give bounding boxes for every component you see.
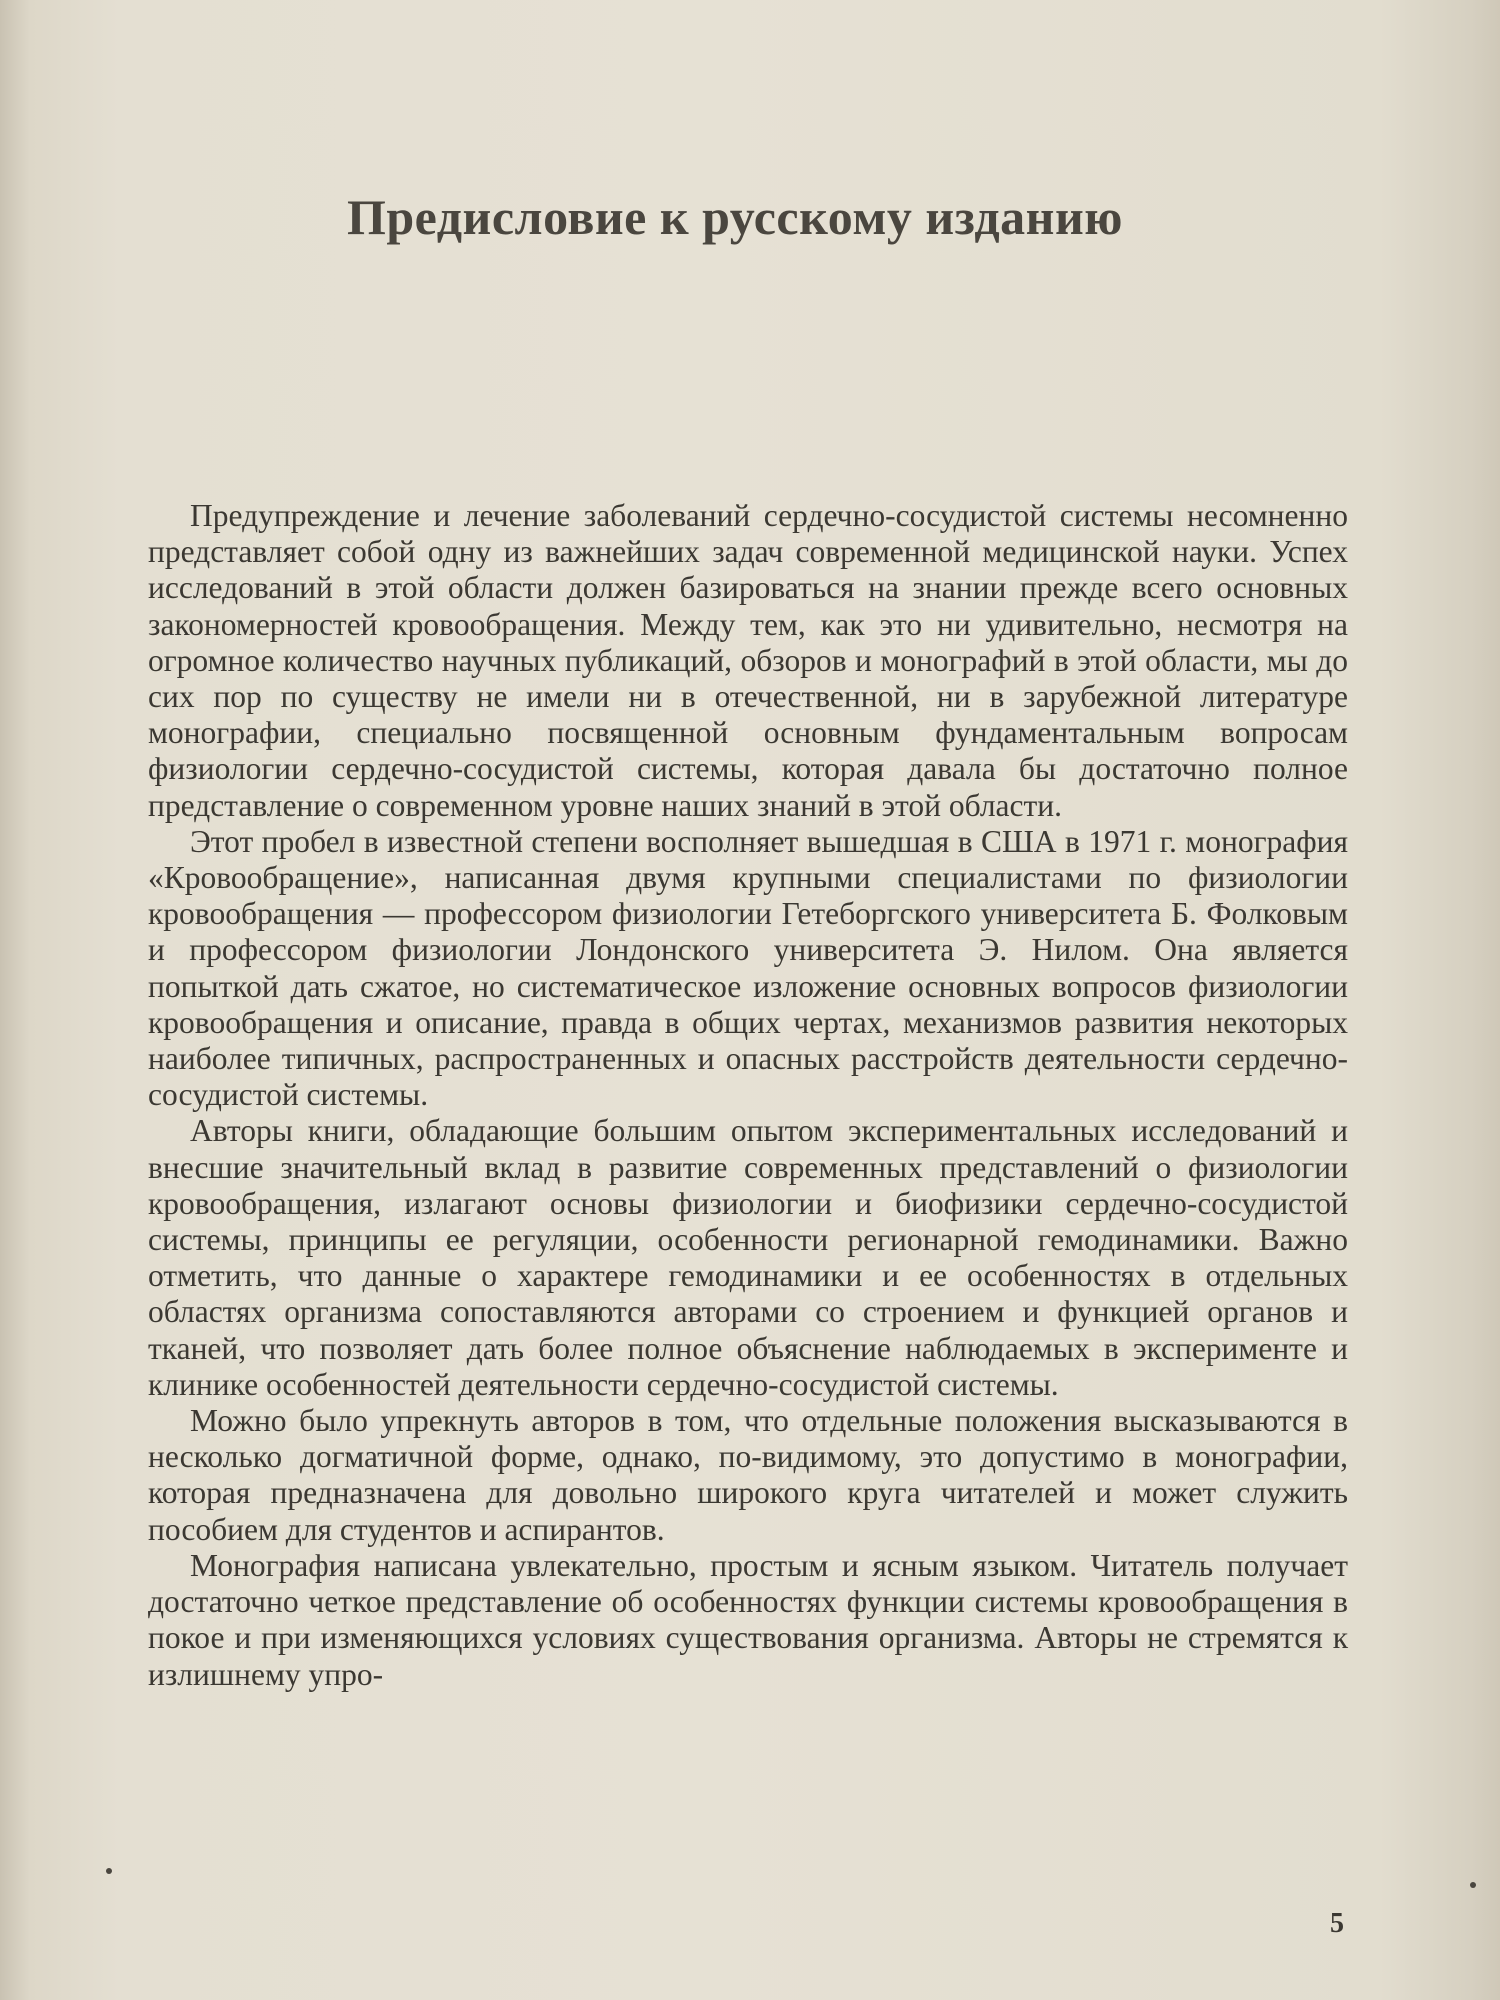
print-speck-right xyxy=(1470,1882,1476,1888)
page-title: Предисловие к русскому изданию xyxy=(346,189,1123,245)
print-speck-left xyxy=(106,1868,112,1874)
paragraph-1: Предупреждение и лечение заболеваний сердечно-сосудистой системы несомненно представляет собой одну из важнейших задач современной медицинской науки. Успех исследований в этой области должен базироваться на знании прежде всего основных закономерностей кровообращения. Между тем, как это ни удивительно, несмотря на огромное количество научных публикаций, обзоров и монографий в этой области, мы до сих пор по существу не имели ни в отечественной, ни в зарубежной литературе монографии, специально посвященной основным фундаментальным вопросам физиологии сердечно-сосудистой системы, которая давала бы достаточно полное представление о современном уровне наших знаний в этой области. xyxy=(148,498,1348,823)
page-number: 5 xyxy=(1330,1908,1344,1939)
paragraph-3: Авторы книги, обладающие большим опытом экспериментальных исследований и внесшие значительный вклад в развитие современных представлений о физиологии кровообращения, излагают основы физиологии и биофизики сердечно-сосудистой системы, принципы ее регуляции, особенности регионарной гемодинамики. Важно отметить, что данные о характере гемодинамики и ее особенностях в отдельных областях организма сопоставляются авторами со строением и функцией органов и тканей, что позволяет дать более полное объяснение наблюдаемых в эксперименте и клинике особенностей деятельности сердечно-сосудистой системы. xyxy=(148,1113,1348,1402)
paragraph-2: Этот пробел в известной степени восполняет вышедшая в США в 1971 г. монография «Кровообращение», написанная двумя крупными специалистами по физиологии кровообращения — профессором физиологии Гетеборгского университета Б. Фолковым и профессором физиологии Лондонского университета Э. Нилом. Она является попыткой дать сжатое, но систематическое изложение основных вопросов физиологии кровообращения и описание, правда в общих чертах, механизмов развития некоторых наиболее типичных, распространенных и опасных расстройств деятельности сердечно-сосудистой системы. xyxy=(148,823,1348,1113)
paragraph-4: Можно было упрекнуть авторов в том, что отдельные положения высказываются в несколько догматичной форме, однако, по-видимому, это допустимо в монографии, которая предназначена для довольно широкого круга читателей и может служить пособием для студентов и аспирантов. xyxy=(148,1403,1348,1547)
body-text xyxy=(148,498,1348,1693)
paragraph-5: Монография написана увлекательно, простым и ясным языком. Читатель получает достаточно четкое представление об особенностях функции системы кровообращения в покое и при изменяющихся условиях существования организма. Авторы не стремятся к излишнему упро- xyxy=(148,1547,1348,1692)
